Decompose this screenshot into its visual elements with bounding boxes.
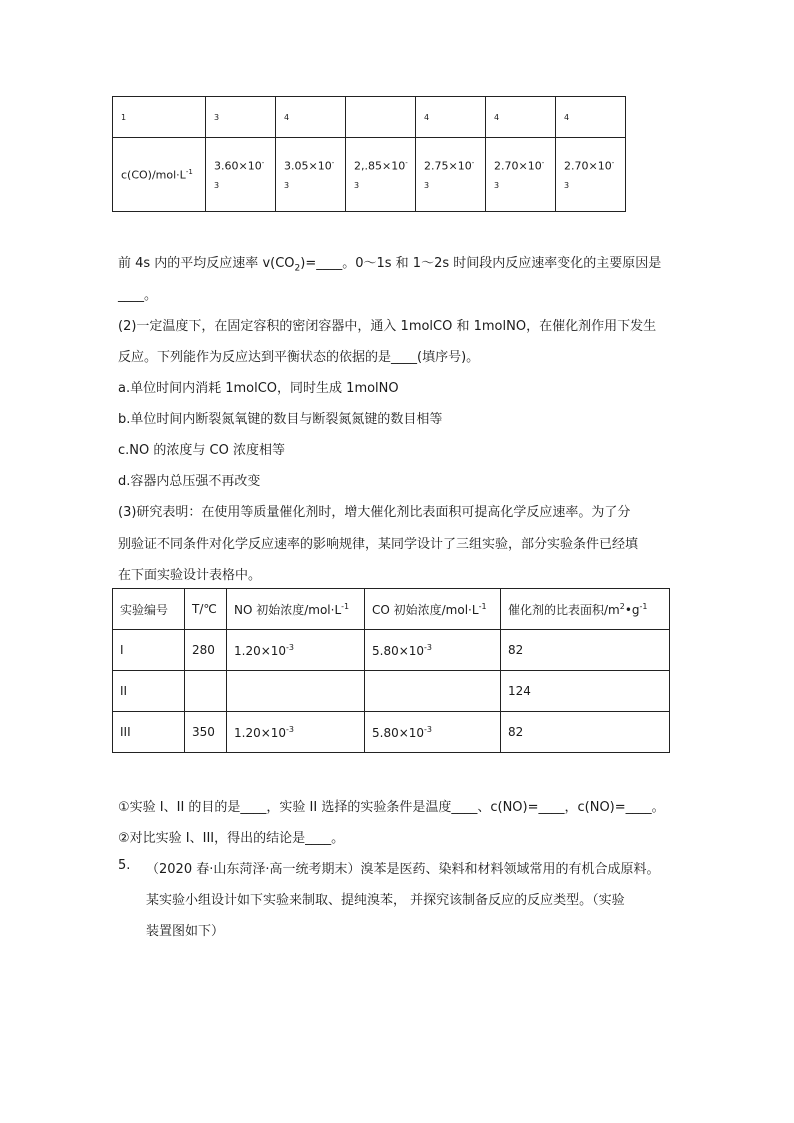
cell-value: 2,.85×10: [354, 159, 406, 173]
cell-sup: -: [331, 159, 335, 168]
header-text: 催化剂的比表面积/m: [508, 602, 620, 617]
table-cell: 350: [185, 712, 227, 753]
cell-value: 3.60×10: [214, 159, 262, 173]
header-cell: 实验编号: [113, 589, 185, 630]
cell-exp: 3: [564, 180, 570, 190]
cell-exp: 3: [214, 180, 220, 190]
header-text: CO 初始浓度/mol·L: [372, 602, 479, 617]
table-cell: [206, 138, 276, 212]
cell-value: 5.80×10: [372, 643, 425, 658]
table-row: [113, 630, 670, 671]
table-cell: III: [113, 712, 185, 753]
table-cell: 280: [185, 630, 227, 671]
header-text: NO 初始浓度/mol·L: [234, 602, 342, 617]
table-cell: [486, 138, 556, 212]
question-5-line: [118, 858, 660, 877]
table-cell: [365, 671, 501, 712]
cell-value: 5.80×10: [372, 725, 425, 740]
table-cell: [227, 630, 365, 671]
table-cell: [365, 712, 501, 753]
cell-sup: -3: [424, 724, 433, 734]
table-row: [113, 97, 626, 138]
cell-value: 3.05×10: [284, 159, 332, 173]
cell-sup: -: [471, 159, 475, 168]
table-cell: [416, 138, 486, 212]
cell-value: 1.20×10: [234, 643, 287, 658]
header-cell: [227, 589, 365, 630]
text-line: 装置图如下）: [146, 924, 225, 939]
table-cell: 82: [501, 630, 670, 671]
concentration-table: [112, 96, 626, 212]
header-sup: -1: [341, 601, 350, 611]
table-cell: [227, 671, 365, 712]
table-row: [113, 712, 670, 753]
text-line: [118, 252, 661, 274]
cell-sup: -: [405, 159, 408, 168]
table-cell: 3: [206, 97, 276, 138]
table-cell: [346, 97, 416, 138]
experiment-design-table: [112, 588, 670, 753]
header-sup: -1: [639, 601, 648, 611]
text-line: (2)一定温度下，在固定容积的密闭容器中，通入 1molCO 和 1molNO，在催化剂作用下发生: [118, 319, 657, 334]
table-row: [113, 671, 670, 712]
table-cell: 1: [113, 97, 206, 138]
cell-exp: 3: [284, 180, 290, 190]
cell-value: 2.70×10: [494, 159, 542, 173]
header-sup: 2: [619, 601, 625, 611]
table-cell: 4: [486, 97, 556, 138]
row-label: c(CO)/mol·L: [121, 168, 186, 182]
cell-sup: -3: [424, 642, 433, 652]
cell-exp: 3: [494, 180, 500, 190]
row-label-sup: -1: [185, 167, 193, 176]
header-cell: T/℃: [185, 589, 227, 630]
table-header-row: [113, 589, 670, 630]
cell-sup: -3: [286, 642, 295, 652]
text-line: 某实验小组设计如下实验来制取、提纯溴苯， 并探究该制备反应的反应类型。（实验: [146, 893, 625, 908]
text-span: 前 4s 内的平均反应速率 v(CO: [118, 256, 295, 271]
text-line: ____。: [118, 288, 158, 303]
table-cell: 4: [276, 97, 346, 138]
table-cell: [227, 712, 365, 753]
subscript: 2: [294, 263, 301, 274]
header-cell: [365, 589, 501, 630]
text-line: 别验证不同条件对化学反应速率的影响规律，某同学设计了三组实验，部分实验条件已经填: [118, 537, 639, 552]
option-d: d.容器内总压强不再改变: [118, 474, 261, 489]
text-line: ②对比实验 I、III，得出的结论是____。: [118, 831, 345, 846]
table-cell: [276, 138, 346, 212]
header-sup: -1: [478, 601, 487, 611]
cell-sup: -: [541, 159, 545, 168]
header-text: •g: [624, 602, 640, 617]
question-number: 5.: [118, 858, 131, 873]
header-cell: [501, 589, 670, 630]
table-cell: 4: [416, 97, 486, 138]
cell-sup: -3: [286, 724, 295, 734]
cell-value: 1.20×10: [234, 725, 287, 740]
table-cell: 4: [556, 97, 626, 138]
table-cell: [556, 138, 626, 212]
cell-exp: 3: [424, 180, 430, 190]
cell-value: 2.70×10: [564, 159, 612, 173]
option-a: a.单位时间内消耗 1molCO，同时生成 1molNO: [118, 381, 399, 396]
row-label-cell: [113, 138, 206, 212]
text-line: (3)研究表明：在使用等质量催化剂时，增大催化剂比表面积可提高化学反应速率。为了分: [118, 505, 631, 520]
cell-exp: 3: [354, 180, 360, 190]
text-span: )=____。0～1s 和 1～2s 时间段内反应速率变化的主要原因是: [300, 256, 662, 271]
cell-sup: -: [261, 159, 265, 168]
table-cell: 82: [501, 712, 670, 753]
table-row: [113, 138, 626, 212]
option-b: b.单位时间内断裂氮氧键的数目与断裂氮氮键的数目相等: [118, 412, 443, 427]
table-cell: [346, 138, 416, 212]
table-cell: 124: [501, 671, 670, 712]
text-line: ①实验 I、II 的目的是____，实验 II 选择的实验条件是温度____、c(NO)=____，c(NO)=____。: [118, 800, 665, 815]
text-line: 在下面实验设计表格中。: [118, 568, 262, 583]
option-c: c.NO 的浓度与 CO 浓度相等: [118, 443, 285, 458]
cell-sup: -: [611, 159, 615, 168]
table-cell: II: [113, 671, 185, 712]
text-line: 反应。下列能作为反应达到平衡状态的依据的是____(填序号)。: [118, 350, 480, 365]
text-span: （2020 春·山东菏泽·高一统考期末）溴苯是医药、染料和材料领域常用的有机合成原料。: [146, 862, 660, 877]
table-cell: [185, 671, 227, 712]
table-cell: I: [113, 630, 185, 671]
cell-value: 2.75×10: [424, 159, 472, 173]
table-cell: [365, 630, 501, 671]
